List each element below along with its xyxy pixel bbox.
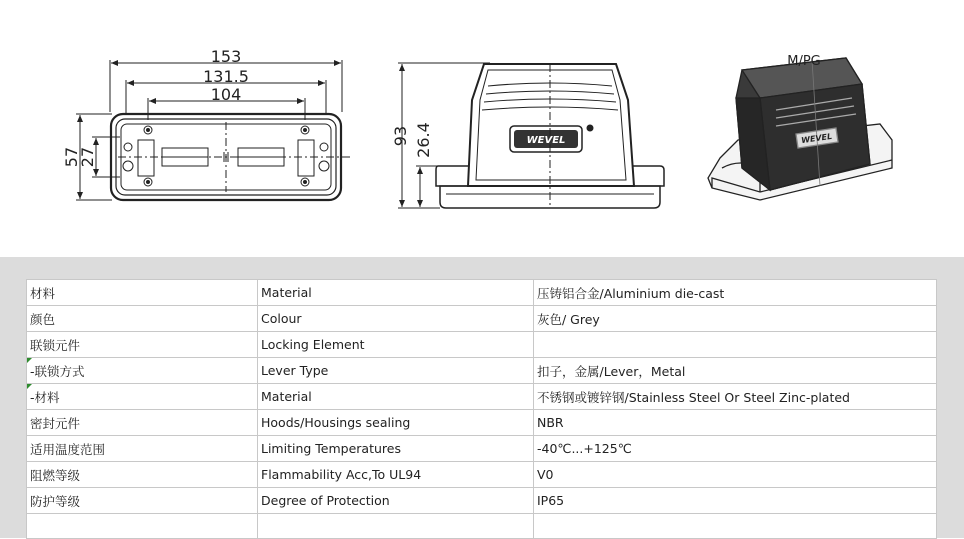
spec-value [534, 280, 937, 306]
comment-flag-icon [27, 384, 32, 389]
spec-label-zh-text: 适用温度范围 [30, 441, 106, 457]
spec-label-zh-text: 材料 [30, 285, 56, 301]
spec-label-en-text: Locking Element [261, 337, 365, 352]
table-row [27, 384, 937, 410]
specification-table [26, 279, 937, 539]
spec-value [534, 436, 937, 462]
spec-label-en-text: Material [261, 285, 312, 300]
spec-label-zh [27, 306, 258, 332]
spec-label-zh-text: 联锁元件 [30, 337, 81, 353]
spec-label-en [258, 332, 534, 358]
spec-label-zh-text: -材料 [30, 389, 60, 405]
spec-label-zh [27, 436, 258, 462]
spec-label-zh [27, 488, 258, 514]
dim-side-height-inner: 26.4 [414, 122, 433, 158]
dim-height-overall: 57 [62, 146, 81, 168]
isometric-view-drawing [708, 58, 892, 200]
spec-label-zh [27, 332, 258, 358]
spec-value [534, 462, 937, 488]
table-row [27, 306, 937, 332]
spec-label-en-text: Flammability Acc,To UL94 [261, 467, 422, 482]
side-logo-text: WEVEL [526, 135, 566, 146]
spec-label-en [258, 384, 534, 410]
spec-label-zh [27, 462, 258, 488]
spec-label-en-text: Hoods/Housings sealing [261, 415, 411, 430]
spec-value-text: 压铸铝合金/Aluminium die-cast [537, 285, 725, 301]
table-row [27, 280, 937, 306]
iso-label: M/PG [787, 54, 821, 69]
spec-label-en [258, 436, 534, 462]
spec-label-en [258, 280, 534, 306]
iso-logo-text: WEVEL [800, 131, 833, 146]
spec-label-zh-text: 阻燃等级 [30, 467, 81, 483]
table-row [27, 462, 937, 488]
spec-label-en-text: Colour [261, 311, 302, 326]
spec-label-zh-text: -联锁方式 [30, 363, 85, 379]
spec-label-en-text: Lever Type [261, 363, 329, 378]
specification-section [0, 257, 964, 538]
empty-cell [534, 514, 937, 539]
technical-drawings [0, 0, 964, 257]
spec-value-text: -40℃...+125℃ [537, 441, 632, 456]
spec-label-zh-text: 防护等级 [30, 493, 81, 509]
spec-label-en [258, 358, 534, 384]
table-row [27, 358, 937, 384]
spec-label-en-text: Degree of Protection [261, 493, 390, 508]
spec-label-zh-text: 密封元件 [30, 415, 81, 431]
spec-label-zh [27, 410, 258, 436]
spec-value-text: 扣子，金属/Lever，Metal [537, 363, 686, 379]
spec-value [534, 306, 937, 332]
spec-value-text: V0 [537, 467, 554, 482]
spec-value-text: NBR [537, 415, 564, 430]
empty-cell [258, 514, 534, 539]
spec-label-zh [27, 384, 258, 410]
dim-width-mid: 131.5 [203, 67, 249, 86]
spec-value [534, 488, 937, 514]
empty-cell [27, 514, 258, 539]
table-row-empty [27, 514, 937, 539]
spec-label-en [258, 462, 534, 488]
spec-label-zh [27, 280, 258, 306]
spec-label-en-text: Limiting Temperatures [261, 441, 401, 456]
spec-value-text: IP65 [537, 493, 565, 508]
spec-label-en-text: Material [261, 389, 312, 404]
spec-value [534, 410, 937, 436]
spec-label-en [258, 410, 534, 436]
dim-side-height-overall: 93 [391, 125, 410, 147]
spec-value-text: 灰色/ Grey [537, 311, 600, 327]
table-row [27, 488, 937, 514]
dim-width-overall: 153 [210, 47, 242, 66]
comment-flag-icon [27, 358, 32, 363]
spec-label-zh [27, 358, 258, 384]
table-row [27, 332, 937, 358]
spec-value [534, 332, 937, 358]
dim-height-inner: 27 [78, 146, 97, 168]
dim-width-inner: 104 [210, 85, 242, 104]
spec-label-zh-text: 颜色 [30, 311, 56, 327]
spec-value [534, 358, 937, 384]
spec-value [534, 384, 937, 410]
spec-label-en [258, 306, 534, 332]
table-row [27, 410, 937, 436]
table-row [27, 436, 937, 462]
spec-label-en [258, 488, 534, 514]
spec-value-text: 不锈钢或镀锌钢/Stainless Steel Or Steel Zinc-plated [537, 389, 850, 405]
